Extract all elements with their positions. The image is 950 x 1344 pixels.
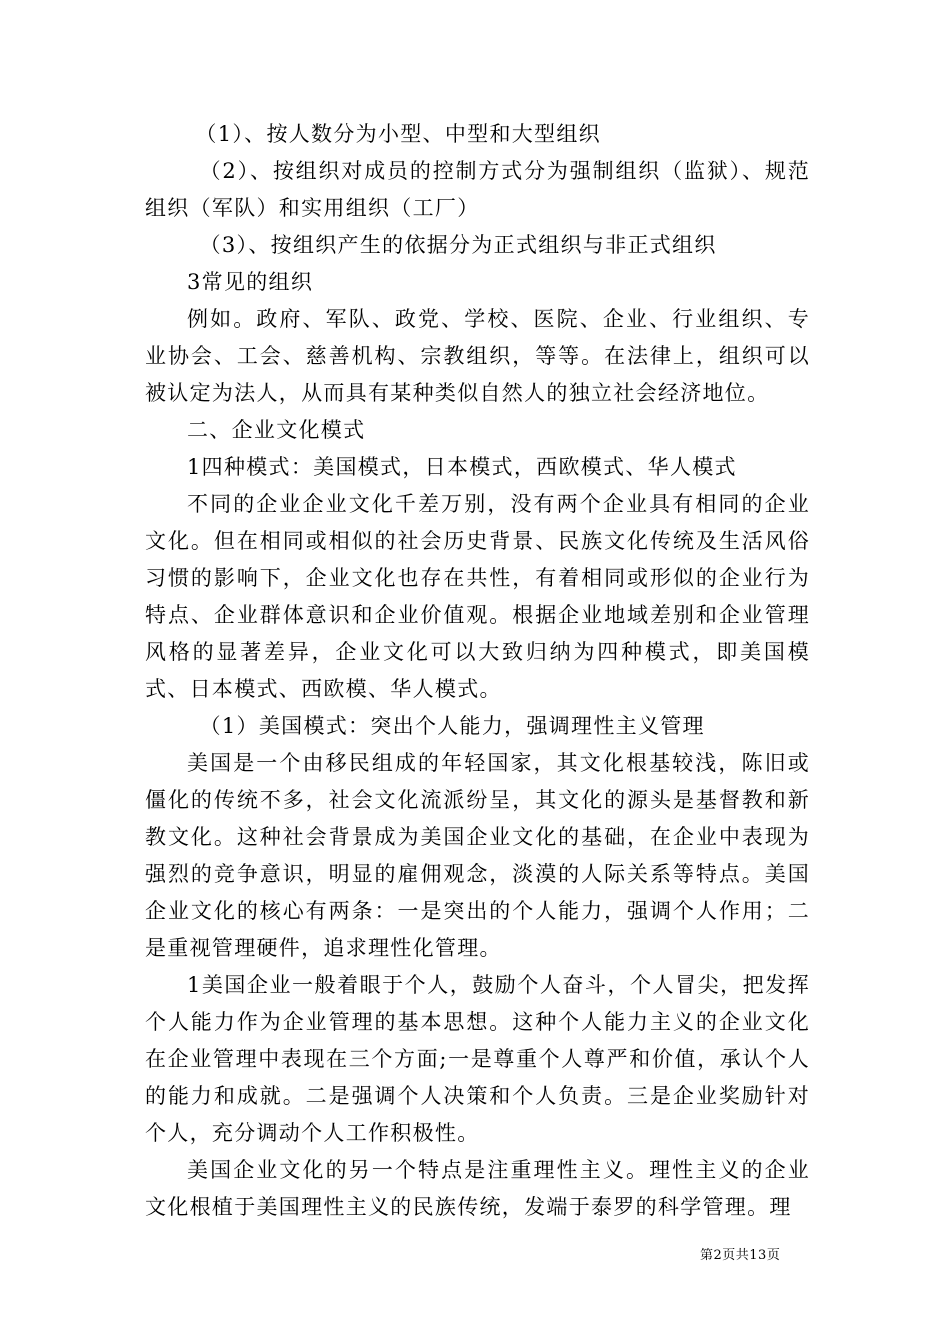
page-number-footer: 第2页共13页 [700,1248,781,1263]
document-body [145,116,810,1226]
paragraph-classification-by-basis: （3）、按组织产生的依据分为正式组织与非正式组织 [199,233,717,257]
paragraph-american-background: 美国是一个由移民组成的年轻国家，其文化根基较浅，陈旧或僵化的传统不多，社会文化流派纷呈，其文化的源头是基督教和新教文化。这种社会背景成为美国企业文化的基础，在企业中表现为强烈的竞争意识，明显的雇佣观念，淡漠的人际关系等特点。美国企业文化的核心有两条：一是突出的个人能力，强调个人作用；二是重视管理硬件，追求理性化管理。 [145,751,810,960]
heading-american-model: （1）美国模式：突出个人能力，强调理性主义管理 [199,714,705,738]
paragraph-classification-by-control: （2）、按组织对成员的控制方式分为强制组织（监狱）、规范组织（军队）和实用组织（工厂） [145,159,810,220]
paragraph-american-individualism: 1美国企业一般着眼于个人，鼓励个人奋斗，个人冒尖，把发挥个人能力作为企业管理的基本思想。这种个人能力主义的企业文化在企业管理中表现在三个方面;一是尊重个人尊严和价值，承认个人的能力和成就。二是强调个人决策和个人负责。三是企业奖励针对个人，充分调动个人工作积极性。 [145,973,810,1145]
paragraph-models-overview: 不同的企业企业文化千差万别，没有两个企业具有相同的企业文化。但在相同或相似的社会历史背景、民族文化传统及生活风俗习惯的影响下，企业文化也存在共性，有着相同或形似的企业行为特点、企业群体意识和企业价值观。根据企业地域差别和企业管理风格的显著差异，企业文化可以大致归纳为四种模式，即美国模式、日本模式、西欧模、华人模式。 [145,492,810,701]
heading-common-organizations: 3常见的组织 [187,270,314,294]
heading-corporate-culture-models: 二、企业文化模式 [187,418,366,442]
paragraph-classification-by-size: （1）、按人数分为小型、中型和大型组织 [195,122,601,146]
paragraph-organization-examples: 例如。政府、军队、政党、学校、医院、企业、行业组织、专业协会、工会、慈善机构、宗教组织，等等。在法律上，组织可以被认定为法人，从而具有某种类似自然人的独立社会经济地位。 [145,307,810,405]
paragraph-american-rationalism: 美国企业文化的另一个特点是注重理性主义。理性主义的企业文化根植于美国理性主义的民族传统，发端于泰罗的科学管理。理 [145,1158,810,1219]
heading-four-models: 1四种模式：美国模式，日本模式，西欧模式、华人模式 [187,455,737,479]
